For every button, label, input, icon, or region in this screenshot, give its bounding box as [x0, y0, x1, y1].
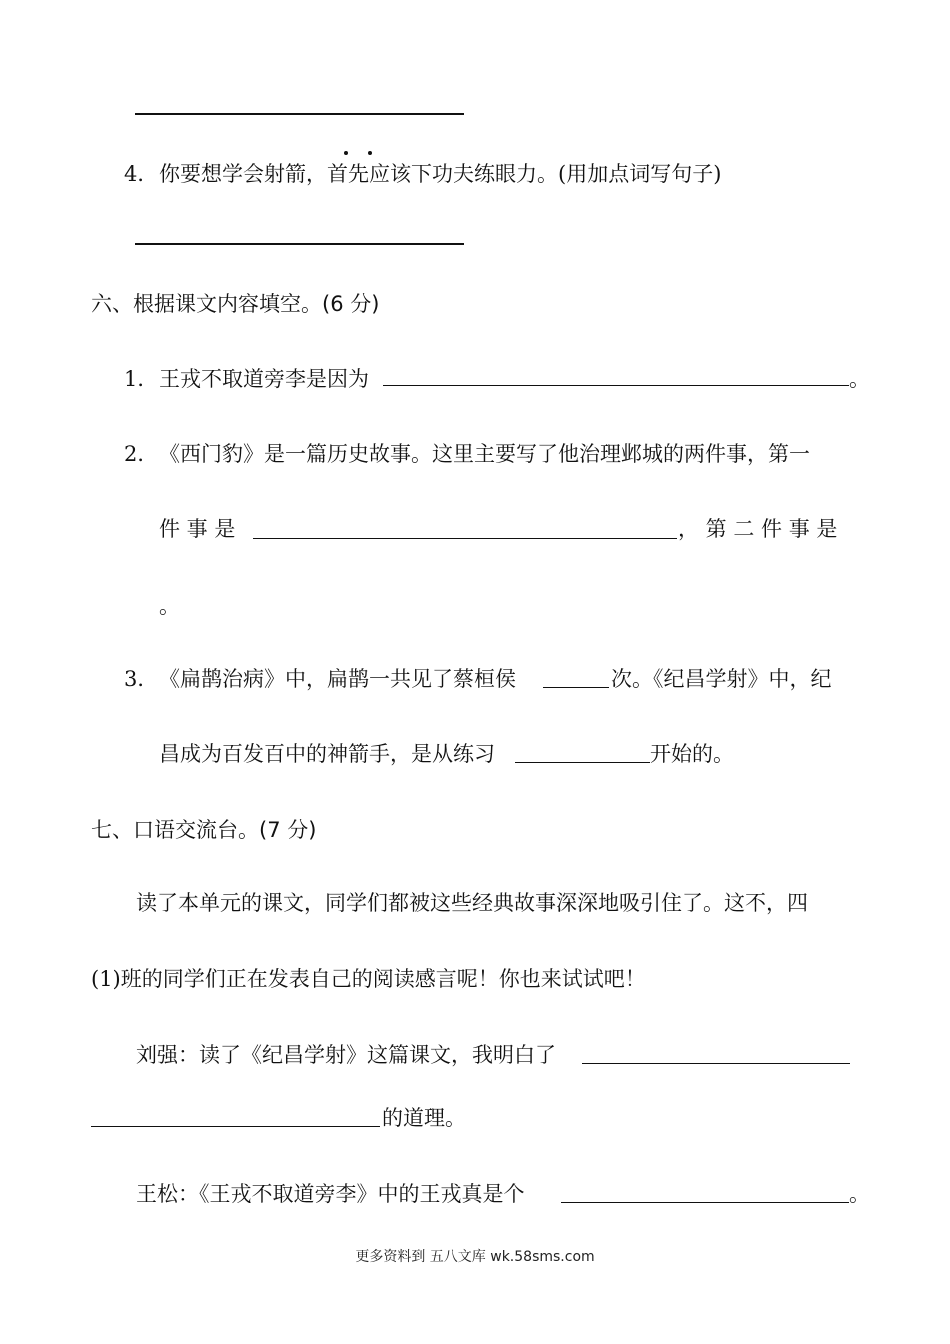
- s6-item1-number: 1．: [124, 367, 159, 391]
- section6-title: 六、根据课文内容填空。(6 分): [91, 292, 380, 316]
- s7-liu-blank1[interactable]: [582, 1063, 850, 1064]
- s7-wang-text-b: 。: [849, 1182, 870, 1206]
- footer-text: 更多资料到 五八文库 wk.58sms.com: [355, 1249, 595, 1265]
- s6-item3-line2-b: 开始的。: [650, 742, 734, 766]
- s6-item2-line2-b: ， 第 二 件 事 是: [678, 517, 838, 541]
- s7-intro-line1: 读了本单元的课文，同学们都被这些经典故事深深地吸引住了。这不，四: [136, 891, 808, 915]
- item4-text-b: 应该下功夫练眼力。(用加点词写句子): [369, 162, 722, 186]
- item4-number: 4．: [124, 162, 159, 186]
- section7-title: 七、口语交流台。(7 分): [91, 818, 317, 842]
- s6-item1-blank[interactable]: [383, 385, 849, 386]
- s6-item3-line2-a: 昌成为百发百中的神箭手，是从练习: [159, 742, 495, 766]
- s7-wang-text-a: 王松：《王戎不取道旁李》中的王戎真是个: [136, 1182, 525, 1206]
- s6-item2-number: 2．: [124, 442, 159, 466]
- answer-line-item4[interactable]: [135, 243, 464, 245]
- s6-item2-blank1[interactable]: [253, 538, 677, 539]
- s6-item2-line2-a: 件 事 是: [159, 517, 236, 541]
- item4-dotted-word: 首先: [327, 162, 369, 186]
- item4-text: [159, 160, 721, 188]
- answer-line-item3[interactable]: [135, 113, 464, 115]
- item4-text-a: 你要想学会射箭，: [159, 162, 327, 186]
- s7-intro-line2: (1)班的同学们正在发表自己的阅读感言呢！你也来试试吧！: [91, 967, 646, 991]
- s6-item2-line1: 《西门豹》是一篇历史故事。这里主要写了他治理邺城的两件事，第一: [159, 442, 810, 466]
- s6-item3-number: 3．: [124, 667, 159, 691]
- s7-liu-text-a: 刘强：读了《纪昌学射》这篇课文，我明白了: [136, 1043, 556, 1067]
- s6-item3-blank2[interactable]: [515, 762, 650, 763]
- s6-item3-blank1[interactable]: [543, 687, 609, 688]
- s7-wang-blank[interactable]: [561, 1202, 849, 1203]
- s6-item2-line3: 。: [159, 594, 180, 618]
- emphasis-dot: [368, 151, 372, 155]
- emphasis-dot: [344, 151, 348, 155]
- s6-item3-line1-b: 次。《纪昌学射》中，纪: [611, 667, 832, 691]
- s7-liu-blank2[interactable]: [91, 1126, 380, 1127]
- s6-item1-end: 。: [849, 367, 870, 391]
- s7-liu-text-b: 的道理。: [382, 1106, 466, 1130]
- s6-item1-text: 王戎不取道旁李是因为: [159, 367, 369, 391]
- s6-item3-line1-a: 《扁鹊治病》中，扁鹊一共见了蔡桓侯: [159, 667, 516, 691]
